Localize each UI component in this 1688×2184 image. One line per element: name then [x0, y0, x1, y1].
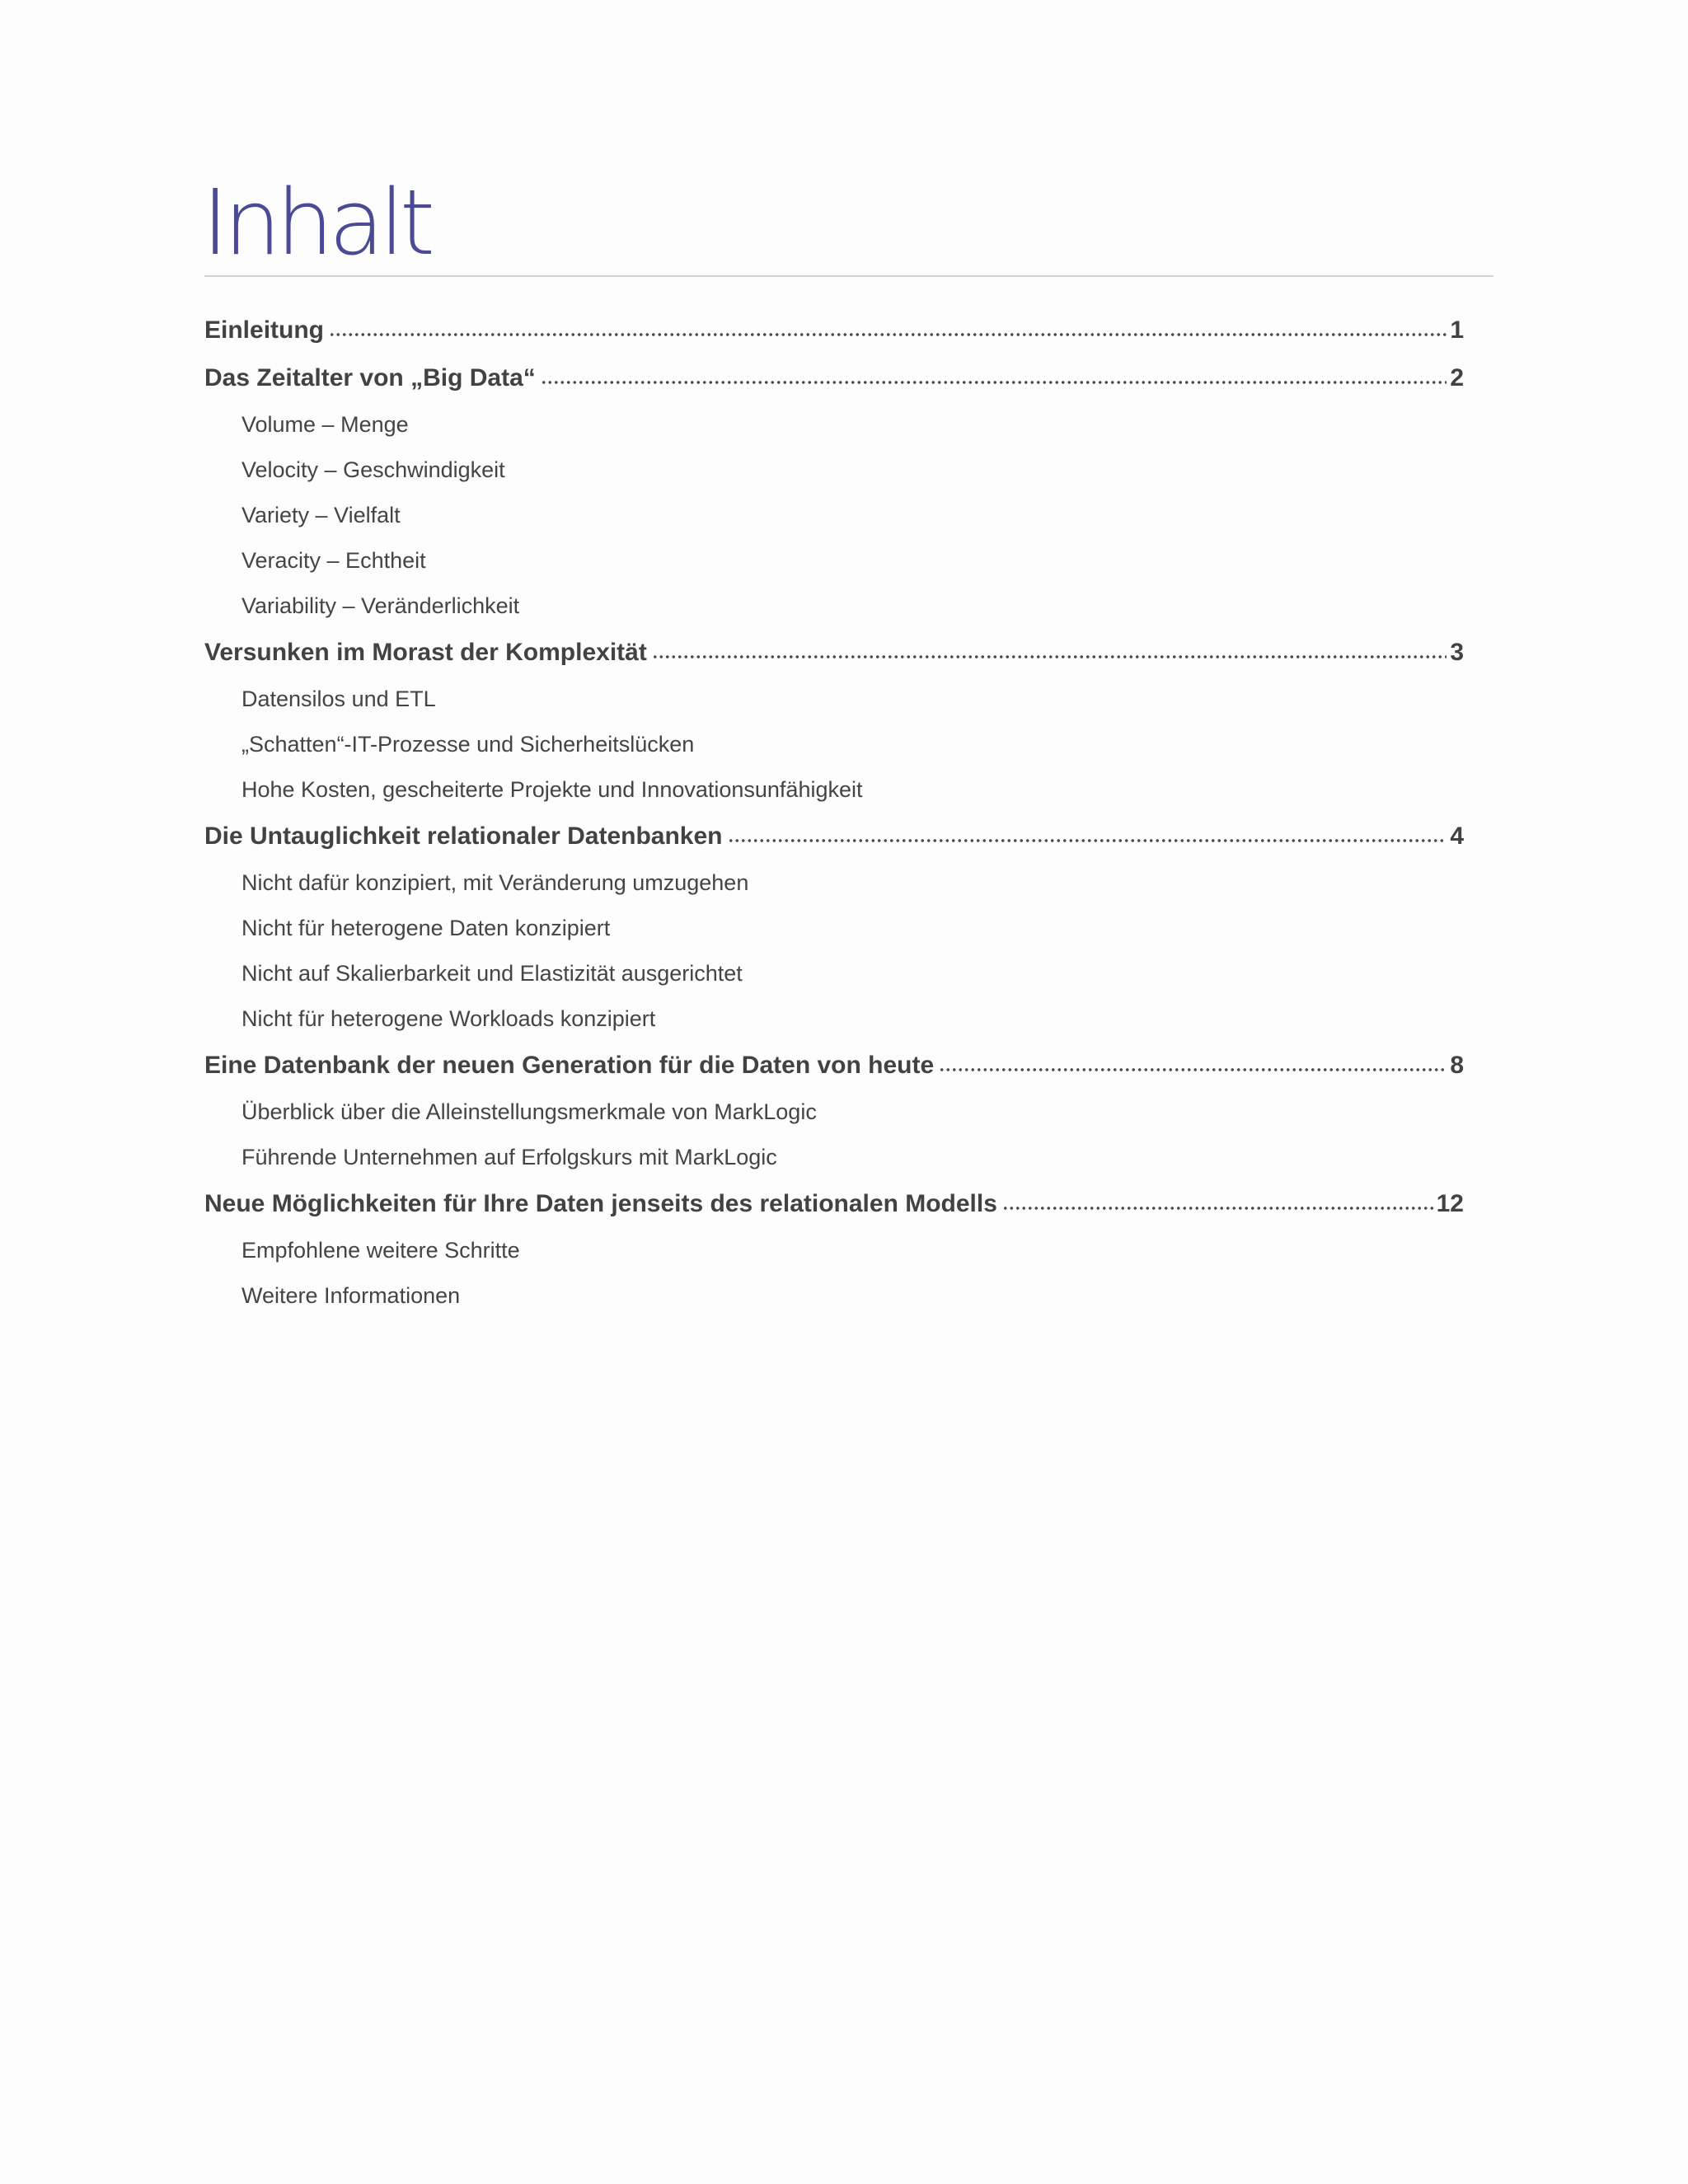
- toc-entry[interactable]: [204, 813, 1464, 860]
- toc-page-number: 12: [1436, 1190, 1464, 1217]
- dot-leader: [652, 655, 1447, 658]
- toc-subentry[interactable]: Nicht auf Skalierbarkeit und Elastizität ausgerichtet: [241, 961, 743, 986]
- toc-subentry[interactable]: Variability – Veränderlichkeit: [241, 593, 520, 618]
- toc-subentry[interactable]: Führende Unternehmen auf Erfolgskurs mit MarkLogic: [241, 1145, 777, 1169]
- dot-leader: [939, 1068, 1447, 1071]
- toc-entry-label: Eine Datenbank der neuen Generation für die Daten von heute: [204, 1052, 935, 1079]
- toc-page-number: 1: [1450, 316, 1464, 344]
- toc-entry[interactable]: [204, 354, 1464, 402]
- toc-page-number: 3: [1450, 639, 1464, 666]
- toc-entry-label: Die Untauglichkeit relationaler Datenbanken: [204, 823, 723, 850]
- toc-subentry[interactable]: Weitere Informationen: [241, 1283, 461, 1308]
- dot-leader: [329, 333, 1447, 336]
- toc-subentry[interactable]: Volume – Menge: [241, 412, 409, 437]
- toc-subentry[interactable]: Velocity – Geschwindigkeit: [241, 457, 505, 482]
- dot-leader: [1002, 1207, 1433, 1210]
- dot-leader: [541, 381, 1447, 384]
- toc-page-number: 4: [1450, 823, 1464, 850]
- toc-subentry[interactable]: Überblick über die Alleinstellungsmerkmale von MarkLogic: [241, 1099, 817, 1124]
- toc-entry[interactable]: [204, 1042, 1464, 1090]
- toc-subentry[interactable]: Datensilos und ETL: [241, 687, 436, 711]
- toc-entry-label: Versunken im Morast der Komplexität: [204, 639, 647, 666]
- toc-subentry[interactable]: „Schatten“-IT-Prozesse und Sicherheitslücken: [241, 732, 695, 757]
- toc-entry-label: Das Zeitalter von „Big Data“: [204, 364, 536, 391]
- toc-subentry[interactable]: Nicht für heterogene Workloads konzipiert: [241, 1006, 656, 1031]
- toc-subentry[interactable]: Hohe Kosten, gescheiterte Projekte und Innovationsunfähigkeit: [241, 777, 863, 802]
- toc-subentry[interactable]: Nicht für heterogene Daten konzipiert: [241, 916, 611, 940]
- toc-entry-label: Neue Möglichkeiten für Ihre Daten jenseits des relationalen Modells: [204, 1190, 997, 1217]
- toc-entry-label: Einleitung: [204, 316, 324, 344]
- title-divider: [204, 275, 1493, 277]
- toc-subentry[interactable]: Nicht dafür konzipiert, mit Veränderung umzugehen: [241, 870, 749, 895]
- toc-subentry[interactable]: Veracity – Echtheit: [241, 548, 426, 573]
- toc-page-number: 2: [1450, 364, 1464, 391]
- table-of-contents: [204, 307, 1464, 1319]
- toc-page-number: 8: [1450, 1052, 1464, 1079]
- toc-subentry[interactable]: Variety – Vielfalt: [241, 503, 401, 527]
- toc-entry[interactable]: [204, 629, 1464, 677]
- toc-subentry[interactable]: Empfohlene weitere Schritte: [241, 1238, 520, 1263]
- toc-entry[interactable]: [204, 307, 1464, 354]
- dot-leader: [728, 839, 1447, 842]
- page-title: Inhalt: [202, 170, 430, 275]
- toc-entry[interactable]: [204, 1180, 1464, 1228]
